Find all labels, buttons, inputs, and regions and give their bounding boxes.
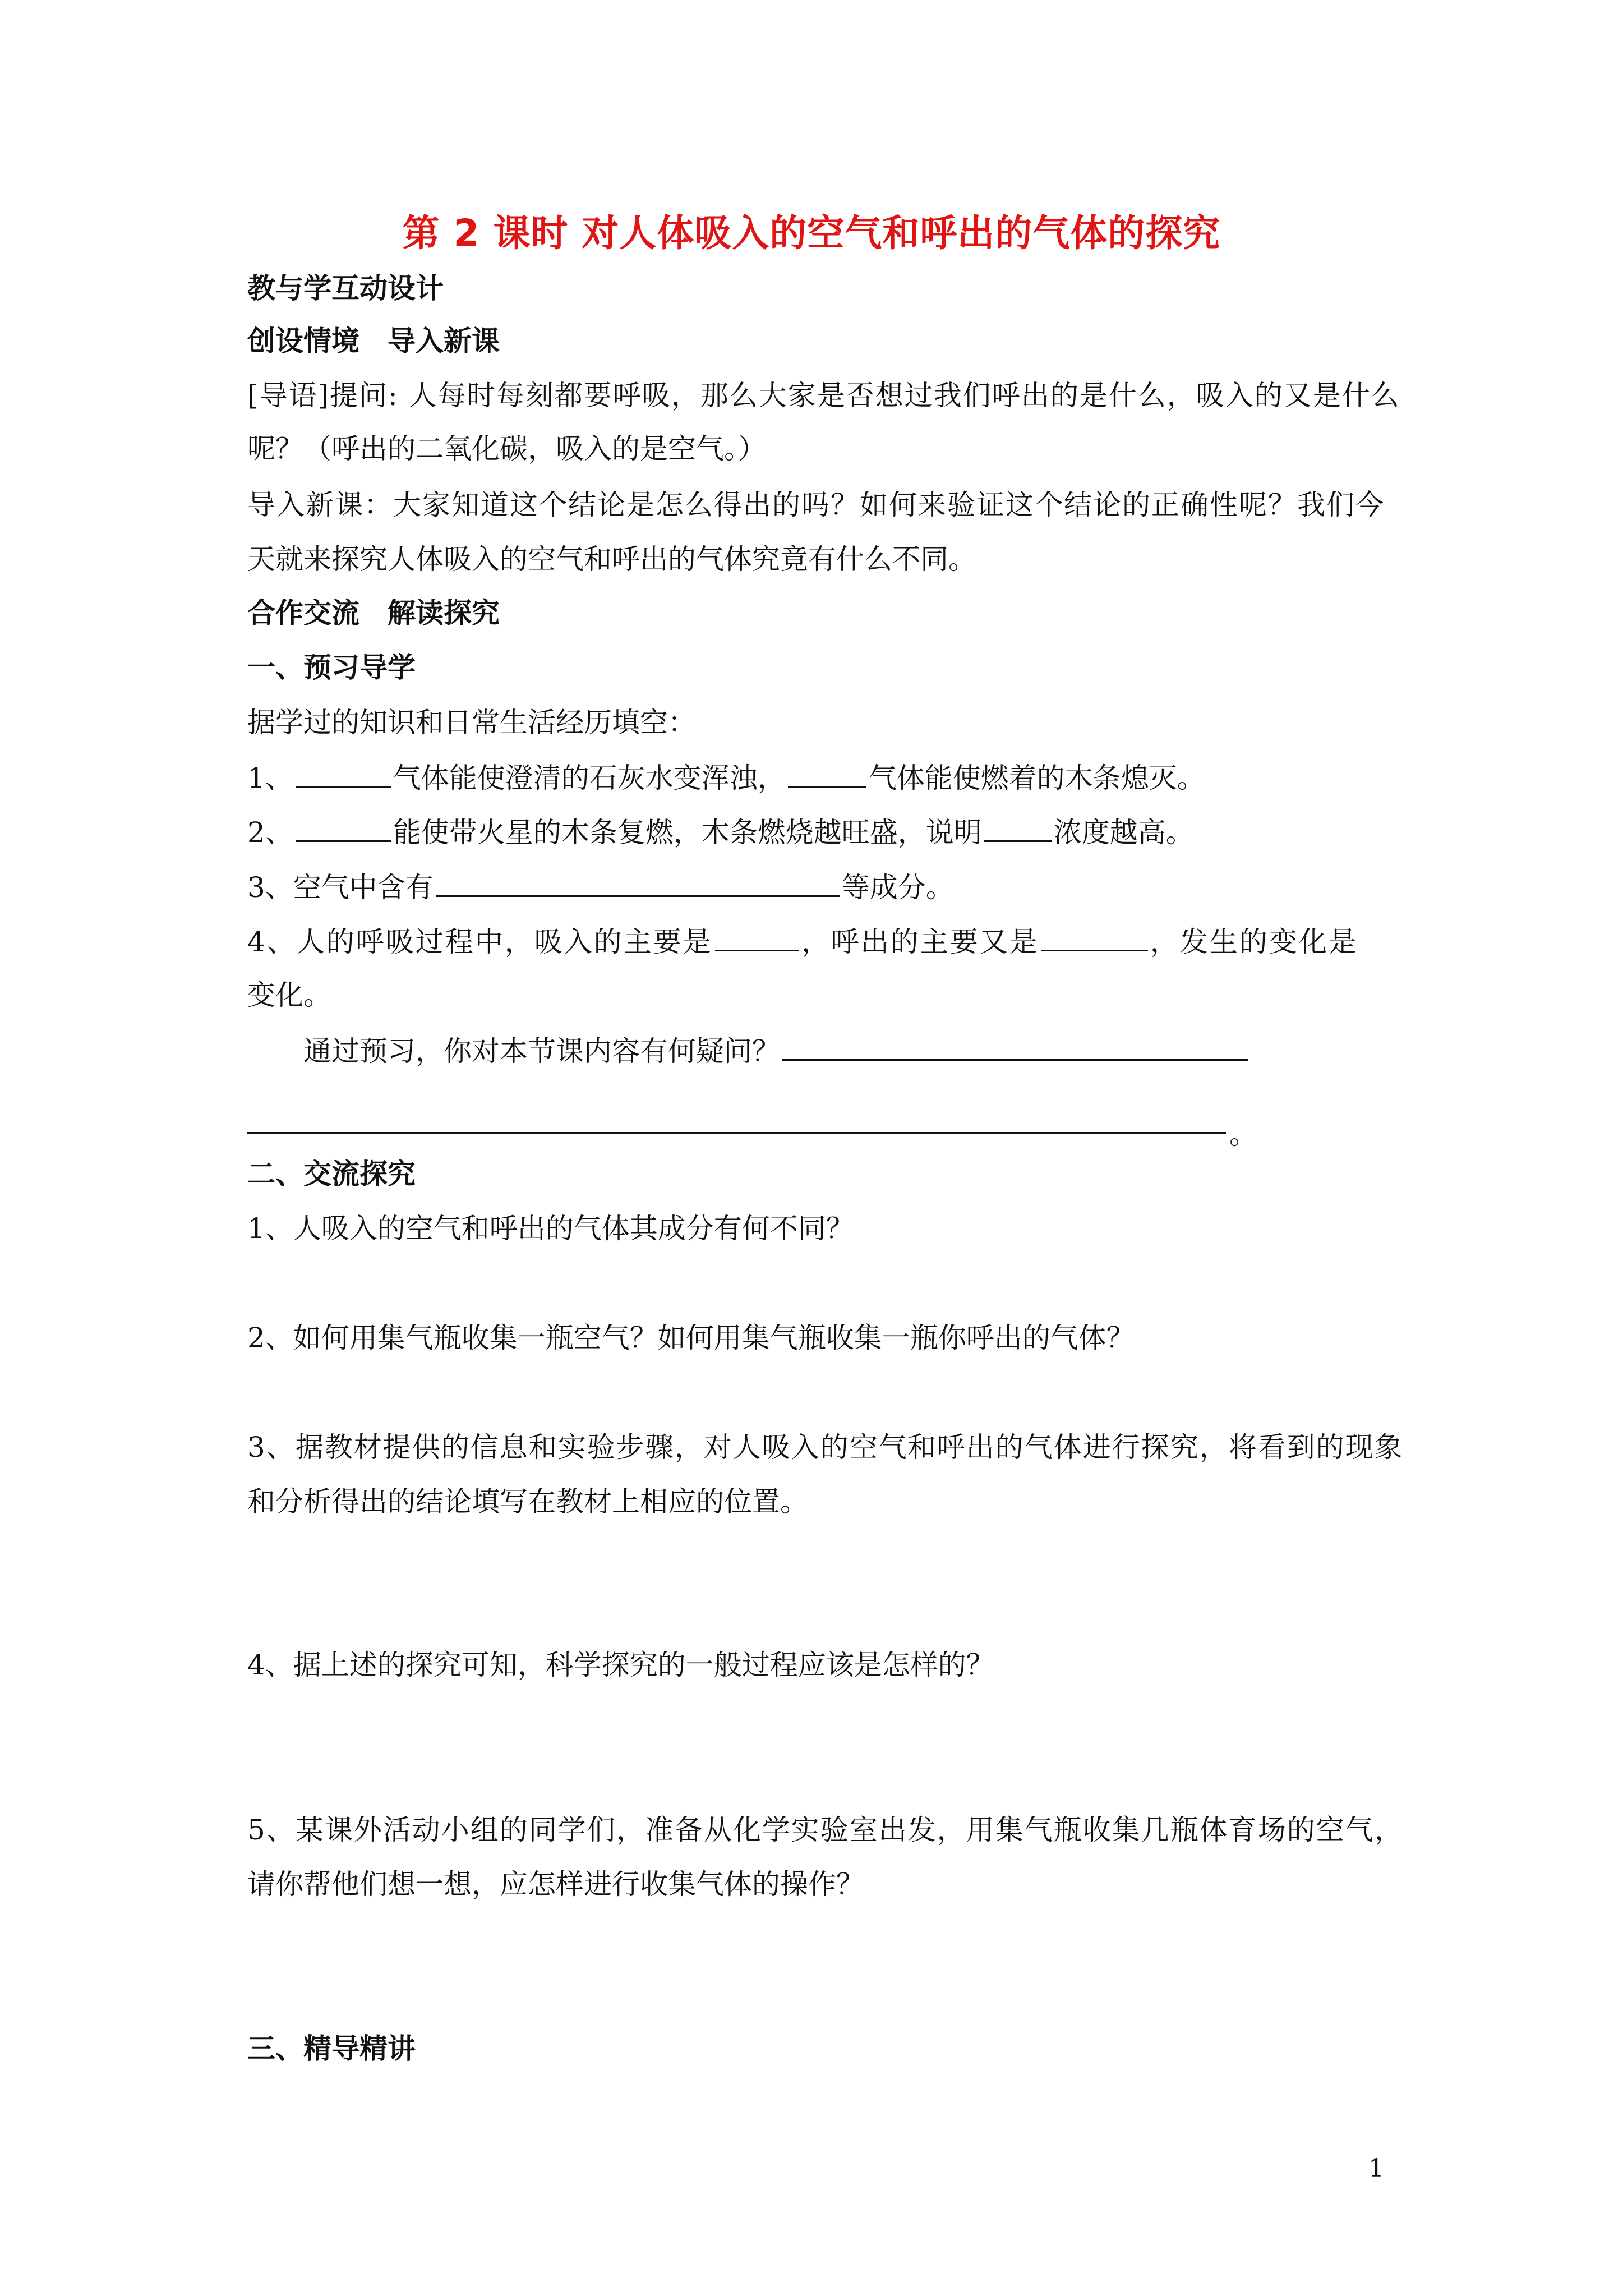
part2-question-3-line-1: 3、据教材提供的信息和实验步骤，对人吸入的空气和呼出的气体进行探究，将看到的现象 — [247, 1431, 1404, 1464]
lead-line-1: [导语]提问: 人每时每刻都要呼吸，那么大家是否想过我们呼出的是什么，吸入的又是什么 — [247, 379, 1400, 412]
q4-blank-1[interactable] — [715, 924, 799, 951]
q3-blank[interactable] — [436, 869, 840, 897]
q4-blank-2[interactable] — [1041, 924, 1148, 951]
part2-heading: 二、交流探究 — [247, 1158, 416, 1190]
q4-text-b: ，呼出的主要又是 — [801, 926, 1039, 958]
intro-line-1: 导入新课：大家知道这个结论是怎么得出的吗？如何来验证这个结论的正确性呢？我们今 — [247, 489, 1385, 521]
q2-prefix: 2、 — [247, 816, 293, 849]
part2-question-5-line-2: 请你帮他们想一想，应怎样进行收集气体的操作？ — [247, 1868, 864, 1901]
q1-blank-1[interactable] — [296, 760, 391, 788]
part1-instruction: 据学过的知识和日常生活经历填空： — [247, 706, 696, 739]
q2-text-a: 能使带火星的木条复燃，木条燃烧越旺盛，说明 — [393, 816, 982, 849]
q2-blank-1[interactable] — [296, 815, 391, 842]
fill-question-4 — [247, 924, 1358, 959]
q4-text-a: 4、人的呼吸过程中，吸入的主要是 — [247, 926, 713, 958]
fill-question-2 — [247, 815, 1194, 849]
part1-heading: 一、预习导学 — [247, 651, 416, 684]
q3-text-b: 等成分。 — [841, 871, 954, 904]
part2-question-3-line-2: 和分析得出的结论填写在教材上相应的位置。 — [247, 1485, 808, 1518]
preview-question-text: 通过预习，你对本节课内容有何疑问？ — [303, 1035, 780, 1068]
lesson-title: 第 2 课时 对人体吸入的空气和呼出的气体的探究 — [402, 211, 1221, 255]
q4-text-c: ，发生的变化是 — [1150, 926, 1358, 958]
intro-line-2: 天就来探究人体吸入的空气和呼出的气体究竟有什么不同。 — [247, 543, 976, 576]
fill-question-3 — [247, 869, 954, 904]
fill-question-1 — [247, 760, 1205, 795]
section-coop-heading: 合作交流 解读探究 — [247, 597, 500, 629]
lead-line-2: 呢？（呼出的二氧化碳，吸入的是空气。） — [247, 432, 766, 465]
q2-blank-2[interactable] — [984, 815, 1052, 842]
q1-blank-2[interactable] — [788, 760, 866, 788]
fill-question-4-cont: 变化。 — [247, 979, 331, 1011]
preview-answer-blank[interactable] — [782, 1033, 1248, 1061]
part2-question-4: 4、据上述的探究可知，科学探究的一般过程应该是怎样的？ — [247, 1649, 994, 1681]
part2-question-2: 2、如何用集气瓶收集一瓶空气？如何用集气瓶收集一瓶你呼出的气体？ — [247, 1322, 1135, 1354]
preview-answer-line[interactable] — [247, 1132, 1226, 1134]
preview-question — [303, 1033, 1250, 1068]
q1-prefix: 1、 — [247, 762, 293, 794]
answer-end-mark: 。 — [1229, 1118, 1257, 1151]
part3-heading: 三、精导精讲 — [247, 2032, 416, 2065]
q2-text-b: 浓度越高。 — [1053, 816, 1194, 849]
section-intro-heading: 创设情境 导入新课 — [247, 325, 500, 357]
q3-prefix: 3、空气中含有 — [247, 871, 434, 904]
q1-text-b: 气体能使燃着的木条熄灭。 — [868, 762, 1205, 794]
page-number: 1 — [1368, 2154, 1384, 2183]
design-label: 教与学互动设计 — [247, 272, 444, 305]
part2-question-1: 1、人吸入的空气和呼出的气体其成分有何不同？ — [247, 1212, 854, 1245]
q1-text-a: 气体能使澄清的石灰水变浑浊， — [393, 762, 786, 794]
part2-question-5-line-1: 5、某课外活动小组的同学们，准备从化学实验室出发，用集气瓶收集几瓶体育场的空气， — [247, 1814, 1404, 1846]
